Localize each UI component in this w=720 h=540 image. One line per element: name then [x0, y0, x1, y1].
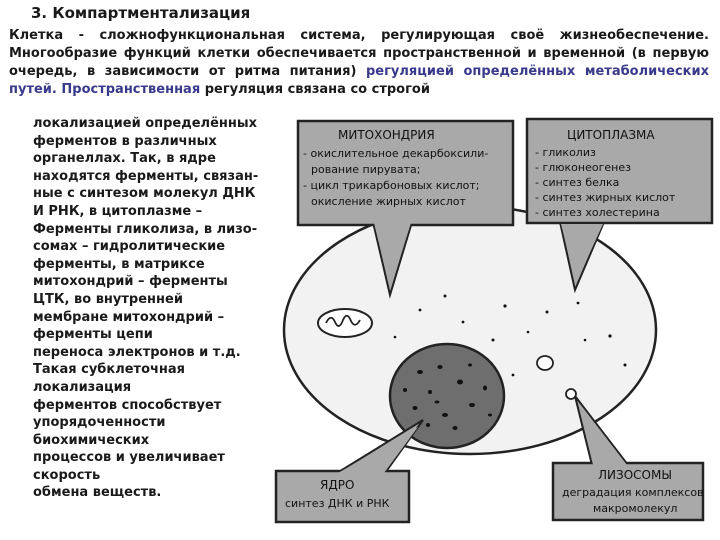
- mitochondria-line-1: - окислительное декарбоксили-: [303, 147, 489, 160]
- cytoplasm-line-3: - синтез белка: [535, 176, 620, 189]
- side-text: локализацией определённых ферментов в различных органеллах. Так, в ядре находятся ферменты, связан- ные с синтезом молекул ДНК И РНК, в цитоплазме – Ферменты гликолиза, в лизо- сомах – гидролитические ферменты, в матриксе митохондрий – ферменты ЦТК, во внутренней мембране митохондрий – ферменты цепи переноса электронов и т.д. Такая субклеточная локализация ферментов способствует упорядоченности биохимических процессов и увеличивает скорость обмена веществ.: [33, 116, 259, 501]
- lysosomes-line-2: макромолекул: [593, 502, 678, 515]
- mitochondria-title: МИТОХОНДРИЯ: [338, 128, 435, 142]
- cytoplasm-line-5: - синтез холестерина: [535, 206, 660, 219]
- intro-continuation: регуляция связана со строгой: [204, 82, 430, 97]
- mitochondria-line-2: рование пирувата;: [311, 163, 421, 176]
- intro-text: Клетка - сложнофункциональная система, регулирующая своё жизнеобеспечение. Многообразие функций клетки обеспечивается пространственной и временной (в первую очередь, в зависимости от ритма питания): [9, 28, 709, 79]
- lysosomes-title: ЛИЗОСОМЫ: [598, 468, 672, 482]
- mitochondria-line-3: - цикл трикарбоновых кислот;: [303, 179, 480, 192]
- nucleus-title: ЯДРО: [320, 478, 355, 492]
- cytoplasm-line-4: - синтез жирных кислот: [535, 191, 676, 204]
- page-title: 3. Компартментализация: [31, 4, 251, 22]
- mitochondria-line-4: окисление жирных кислот: [311, 195, 466, 208]
- nucleus-line-1: синтез ДНК и РНК: [285, 497, 390, 510]
- lysosome-vesicle-1: [537, 356, 553, 370]
- cytoplasm-line-2: - глюконеогенез: [535, 161, 631, 174]
- lysosomes-line-1: деградация комплексов: [562, 486, 704, 499]
- cytoplasm-title: ЦИТОПЛАЗМА: [567, 128, 655, 142]
- intro-accent-text: регуляцией определённых метаболических путей. Пространственная: [9, 64, 709, 97]
- cytoplasm-line-1: - гликолиз: [535, 146, 596, 159]
